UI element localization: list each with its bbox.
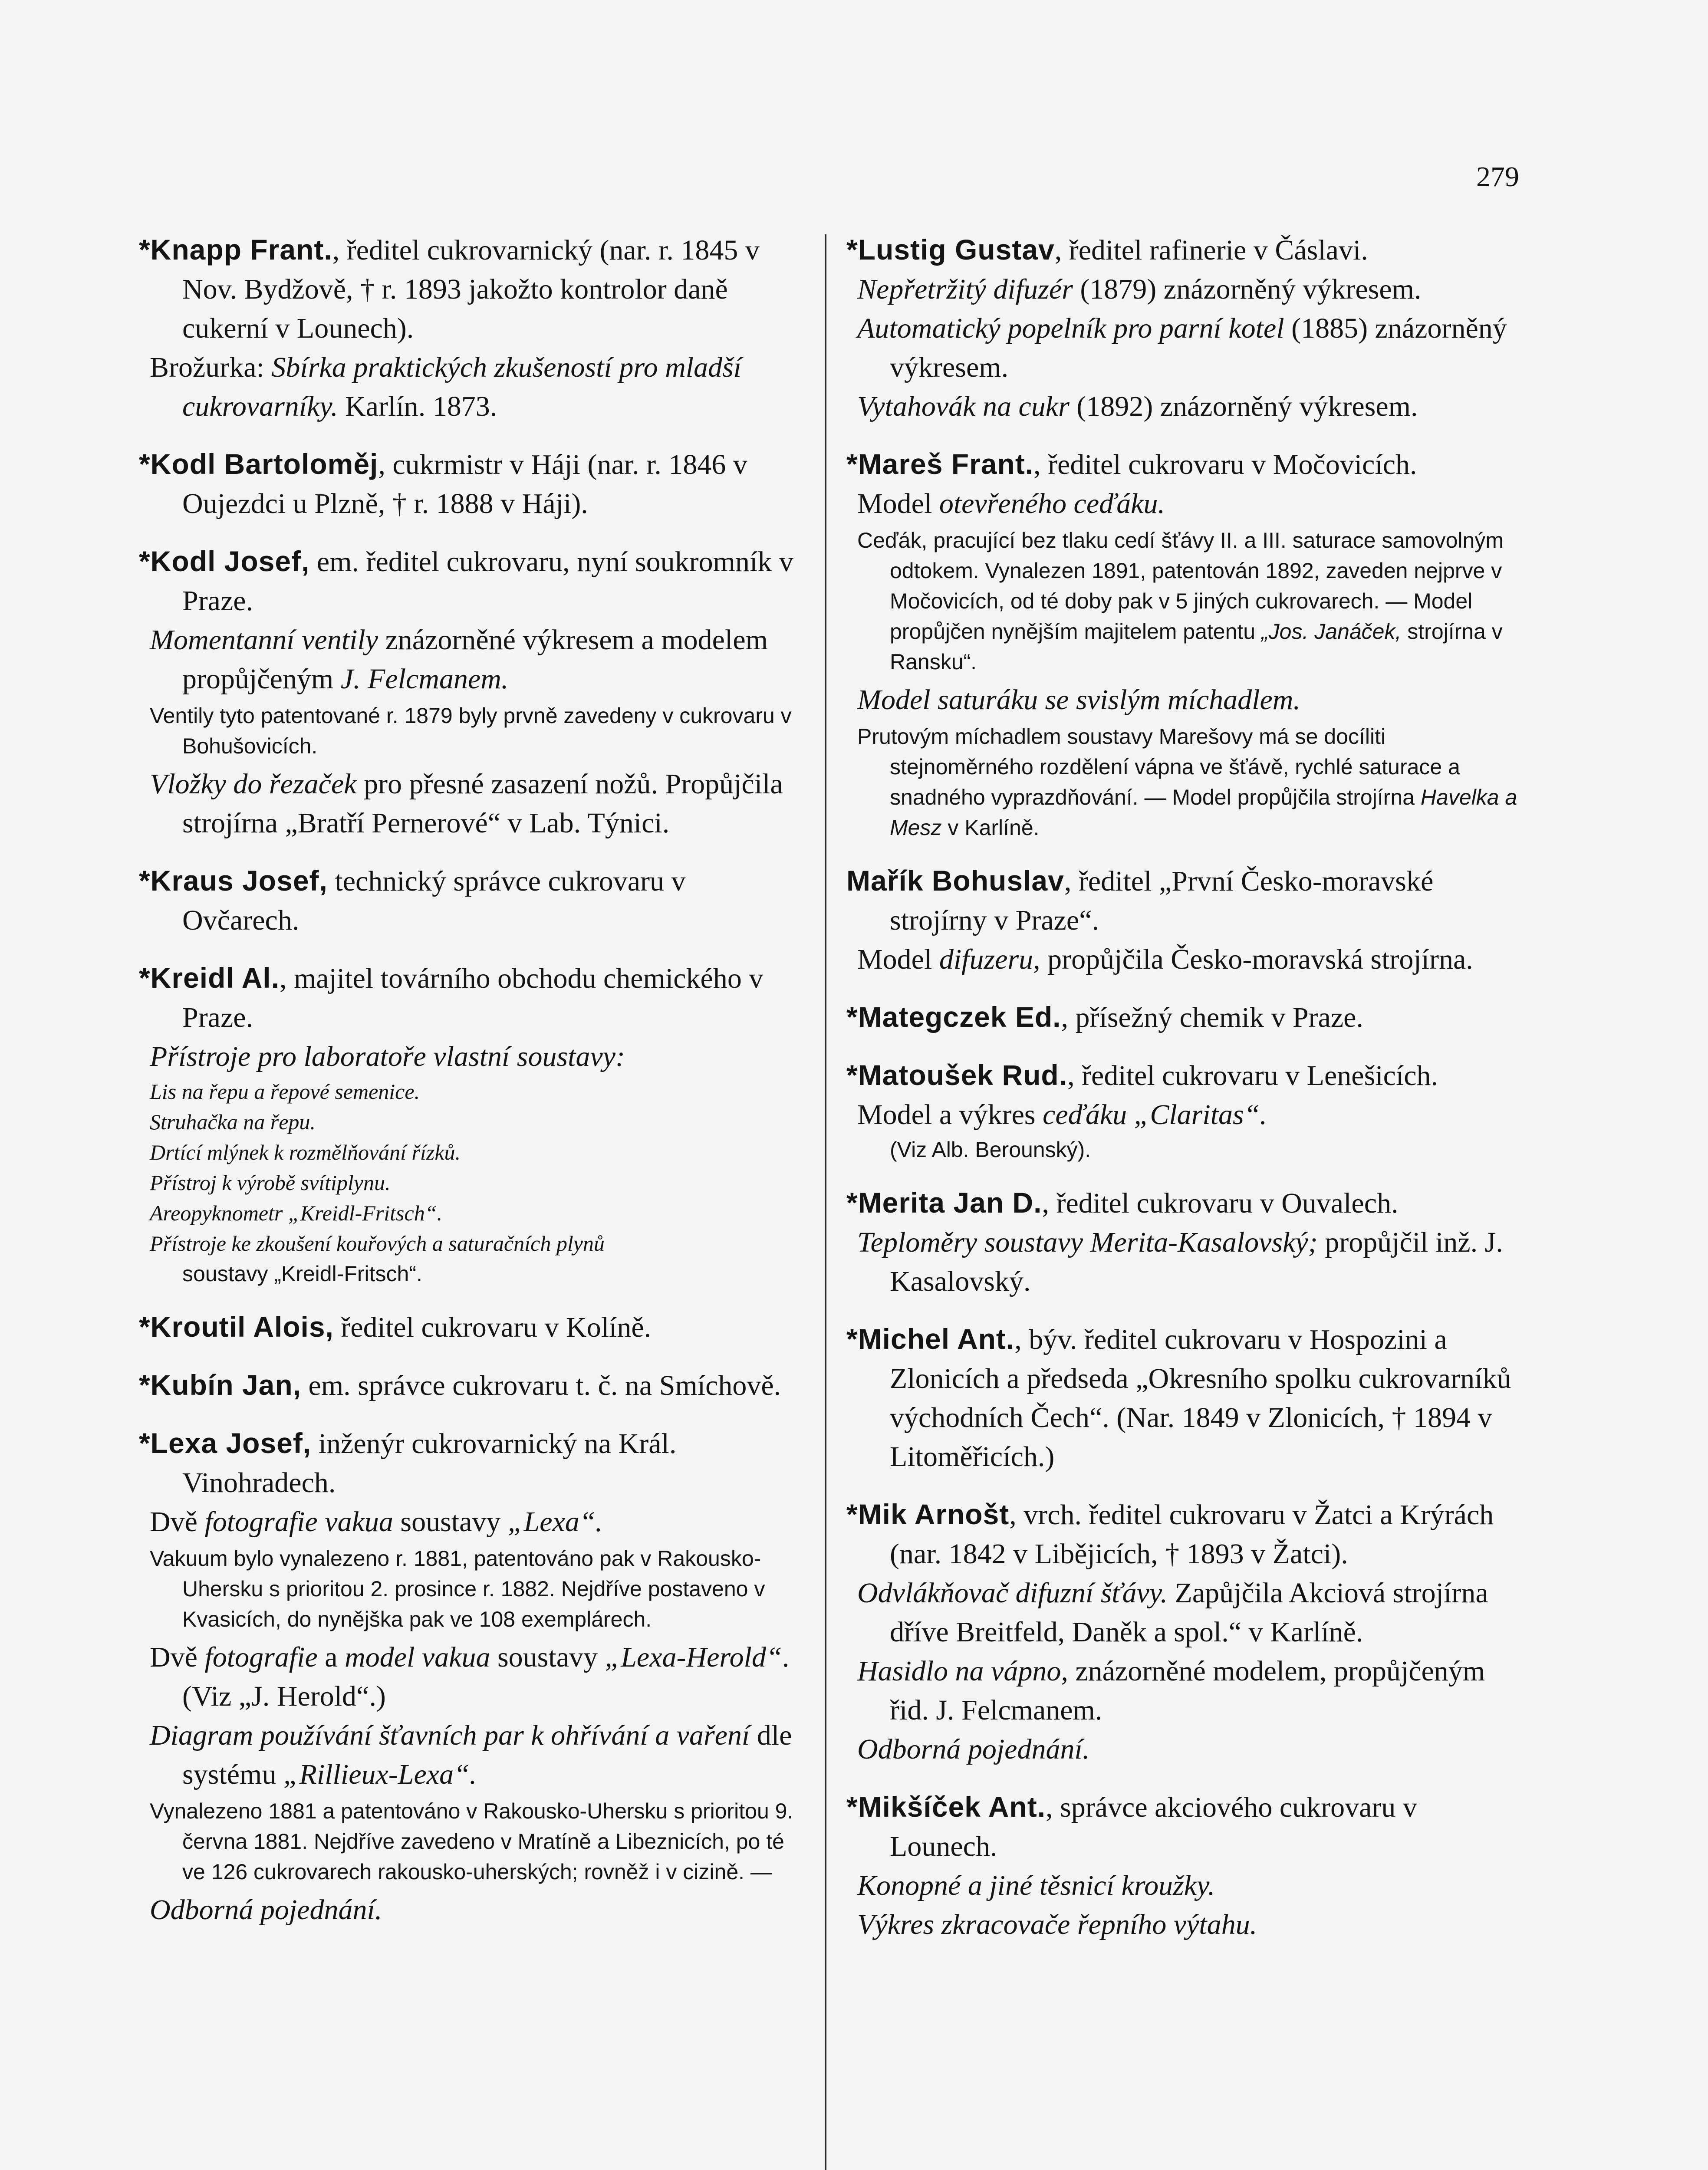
item-rest: propůjčila Česko-moravská strojírna. <box>1040 944 1473 975</box>
entry-head <box>139 1365 807 1405</box>
entry-name: *Kubín Jan, <box>139 1369 302 1401</box>
entry-name: *Matoušek Rud. <box>846 1059 1068 1091</box>
item-mid: dle systému <box>182 1720 792 1790</box>
item-title: otevřeného ceďáku. <box>939 488 1165 519</box>
item-title: Odvlákňovač difuzní šťávy. <box>857 1577 1168 1609</box>
entry-item <box>846 1652 1524 1730</box>
item-title: Momentanní ventily <box>150 624 378 656</box>
note-text: Ceďák, pracující bez tlaku cedí šťávy II. a III. saturace samovolným odtokem. Vynalezen 1891, patentován 1892, zaveden nejprve v Močovicích, od té doby pak v 5 jiných cukrovarech. — Model propůjčen nynějším majitelem patentu <box>857 528 1504 644</box>
entry-desc: , ředitel „První Česko-moravské strojírny v Praze“. <box>890 865 1434 936</box>
item-name: „Lexa“. <box>507 1506 603 1538</box>
entry-note <box>846 525 1524 677</box>
entry-item <box>846 940 1524 979</box>
entry-head <box>139 444 807 523</box>
entry-miksicek <box>846 1787 1524 1944</box>
item-title: model vakua <box>345 1641 490 1673</box>
item-title: Hasidlo na vápno, <box>857 1655 1068 1687</box>
sub-item: Drtící mlýnek k rozmělňování řízků. <box>150 1140 461 1164</box>
entry-item: Model saturáku se svislým míchadlem. <box>857 684 1300 716</box>
item-rest: pro přesné zasazení nožů. Propůjčila strojírna „Bratří Pernerové“ v Lab. Týnici. <box>182 768 783 839</box>
entry-kubin <box>139 1365 807 1405</box>
item-mid: soustavy <box>393 1506 508 1538</box>
entry-desc: , ředitel cukrovaru v Močovicích. <box>1033 449 1417 480</box>
sub-item: Areopyknometr „Kreidl-Fritsch“. <box>150 1201 442 1225</box>
page-number: 279 <box>1476 161 1519 193</box>
entry-lexa <box>139 1424 807 1930</box>
entry-note <box>846 721 1524 843</box>
entry-name: Mařík Bohuslav <box>846 865 1064 897</box>
entry-item <box>846 1223 1524 1301</box>
entry-item <box>846 387 1524 426</box>
entry-desc: ředitel cukrovaru v Kolíně. <box>333 1312 652 1343</box>
sub-item: Přístroje ke zkoušení kouřových a saturačních plynů <box>150 1231 605 1256</box>
item-title: Sbírka praktických zkušeností pro mladší cukrovarníky. <box>182 352 742 422</box>
entry-desc: , přísežný chemik v Praze. <box>1061 1002 1363 1033</box>
item-and: a <box>317 1641 345 1673</box>
entry-desc: em. správce cukrovaru t. č. na Smíchově. <box>301 1370 781 1401</box>
item-title: Vytahovák na cukr <box>857 391 1070 422</box>
item-name: „Rillieux-Lexa“. <box>283 1759 477 1790</box>
item-prefix: Dvě <box>150 1641 205 1673</box>
item-title: fotografie <box>204 1641 318 1673</box>
entry-name: *Mik Arnošt <box>846 1498 1010 1530</box>
sub-item: Přístroj k výrobě svítiplynu. <box>150 1170 391 1195</box>
entry-head <box>846 1787 1524 1866</box>
entry-item <box>139 1503 807 1542</box>
note-suffix: v Karlíně. <box>941 815 1040 840</box>
entry-knapp <box>139 230 807 426</box>
entry-kodl-bartolomej <box>139 444 807 523</box>
right-column <box>846 230 1524 1963</box>
entry-name: *Merita Jan D. <box>846 1187 1042 1219</box>
item-prefix: Model <box>857 944 939 975</box>
entry-item <box>139 621 807 699</box>
entry-note: Vynalezeno 1881 a patentováno v Rakousko-Uhersku s prioritou 9. června 1881. Nejdříve zavedeno v Mratíně a Libeznicích, po té ve 126 cukrovarech rakousko-uherských; rovněž i v cizině. — <box>150 1799 793 1884</box>
entry-desc: , správce akciového cukrovaru v Lounech. <box>890 1792 1417 1862</box>
entry-desc: , majitel továrního obchodu chemického v Praze. <box>182 963 763 1033</box>
item-title: Nepřetržitý difuzér <box>857 273 1073 305</box>
entry-head <box>139 230 807 348</box>
item-title: Teploměry soustavy Merita-Kasalovský; <box>857 1226 1318 1258</box>
entry-item <box>846 1095 1524 1134</box>
item-rest: (1892) znázorněný výkresem. <box>1069 391 1418 422</box>
entry-item <box>846 484 1524 523</box>
entry-name: *Lustig Gustav <box>846 233 1055 266</box>
sub-item: Struhačka na řepu. <box>150 1110 316 1134</box>
sub-item-cont: soustavy „Kreidl-Fritsch“. <box>182 1262 422 1286</box>
entry-item <box>846 270 1524 309</box>
entry-head <box>139 1424 807 1503</box>
item-suffix: . (Viz „J. Herold“.) <box>182 1641 790 1712</box>
entry-desc: inženýr cukrovarnický na Král. Vinohradech. <box>182 1428 677 1499</box>
entry-head <box>139 958 807 1037</box>
item-rest: znázorněné modelem, propůjčeným řid. J. Felcmanem. <box>890 1655 1485 1726</box>
entry-mategczek <box>846 997 1524 1037</box>
entry-head <box>846 1495 1524 1574</box>
entry-desc: , ředitel cukrovaru v Ouvalech. <box>1042 1187 1399 1219</box>
entry-lustig <box>846 230 1524 426</box>
note-suffix: strojírna v Ransku“. <box>890 619 1503 674</box>
entry-matousek <box>846 1055 1524 1165</box>
entry-head <box>139 861 807 940</box>
column-divider <box>825 234 826 2170</box>
entry-desc: technický správce cukrovaru v Ovčarech. <box>182 865 686 936</box>
entry-kroutil <box>139 1307 807 1347</box>
entry-item <box>139 765 807 843</box>
entry-head <box>846 1319 1524 1476</box>
item-title: fotografie vakua <box>204 1506 393 1538</box>
item-title: Diagram používání šťavních par k ohřívání a vaření <box>150 1720 750 1751</box>
entry-item: Odborná pojednání. <box>150 1894 382 1926</box>
entry-item <box>139 1716 807 1794</box>
entry-item: Výkres zkracovače řepního výtahu. <box>857 1909 1257 1940</box>
entry-desc: , ředitel cukrovaru v Lenešicích. <box>1067 1060 1438 1092</box>
item-prefix: Dvě <box>150 1506 205 1538</box>
entry-head <box>139 1307 807 1347</box>
item-rest: propůjčil inž. J. Kasalovský. <box>890 1226 1503 1297</box>
entry-desc: , ředitel rafinerie v Čáslavi. <box>1054 234 1368 266</box>
item-mid: znázorněné výkresem a modelem propůjčeným <box>182 624 768 695</box>
entry-mares <box>846 444 1524 843</box>
entry-item: Konopné a jiné těsnicí kroužky. <box>857 1870 1215 1901</box>
entry-head <box>846 1183 1524 1223</box>
note-text: Prutovým míchadlem soustavy Marešovy má se docíliti stejnoměrného rozdělení vápna ve šťávě, rychlé saturace a snadného vyprazdňování. — Model propůjčila strojírna <box>857 724 1460 809</box>
entry-kodl-josef <box>139 542 807 843</box>
entry-name: *Kreidl Al. <box>139 962 280 994</box>
entry-head <box>139 542 807 621</box>
item-prefix: Brožurka: <box>150 352 272 383</box>
entry-desc: , ředitel cukrovarnický (nar. r. 1845 v Nov. Bydžově, † r. 1893 jakožto kontrolor daně cukerní v Lounech). <box>182 234 760 344</box>
entry-desc: , vrch. ředitel cukrovaru v Žatci a Krýrách (nar. 1842 v Libějicích, † 1893 v Žatci). <box>890 1499 1494 1570</box>
entry-head <box>846 861 1524 940</box>
entry-item <box>846 1574 1524 1652</box>
entry-name: *Mikšíček Ant. <box>846 1791 1046 1823</box>
entry-note: (Viz Alb. Berounský). <box>890 1138 1091 1162</box>
note-name: Havelka a Mesz <box>890 785 1517 840</box>
entry-item: Odborná pojednání. <box>857 1733 1090 1765</box>
item-rest: Zapůjčila Akciová strojírna dříve Breitfeld, Daněk a spol.“ v Karlíně. <box>890 1577 1488 1648</box>
entry-name: *Lexa Josef, <box>139 1427 312 1459</box>
entry-item <box>139 1638 807 1716</box>
entry-mik <box>846 1495 1524 1769</box>
entry-item <box>139 348 807 426</box>
item-suffix: Karlín. 1873. <box>338 391 497 422</box>
entry-head <box>846 444 1524 484</box>
entry-desc: , cukrmistr v Háji (nar. r. 1846 v Oujezdci u Plzně, † r. 1888 v Háji). <box>182 449 747 519</box>
entry-merita <box>846 1183 1524 1301</box>
item-person: J. Felcmanem. <box>340 663 509 695</box>
entry-name: *Kodl Josef, <box>139 545 310 577</box>
entry-kreidl <box>139 958 807 1289</box>
entry-head <box>846 230 1524 270</box>
entry-item <box>846 309 1524 387</box>
left-column <box>139 230 807 1948</box>
entry-item-heading: Přístroje pro laboratoře vlastní soustavy: <box>150 1041 625 1072</box>
item-title: difuzeru, <box>939 944 1040 975</box>
item-rest: (1879) znázorněný výkresem. <box>1073 273 1422 305</box>
entry-note: Ventily tyto patentované r. 1879 byly prvně zavedeny v cukrovaru v Bohušovicích. <box>150 704 792 758</box>
entry-name: *Mareš Frant. <box>846 448 1034 480</box>
item-name: „Lexa-Herold“ <box>605 1641 782 1673</box>
entry-note: Vakuum bylo vynalezeno r. 1881, patentováno pak v Rakousko-Uhersku s prioritou 2. prosince r. 1882. Nejdříve postaveno v Kvasicích, do nynějška pak ve 108 exemplárech. <box>150 1546 765 1631</box>
item-rest: (1885) znázorněný výkresem. <box>890 312 1507 383</box>
item-mid: soustavy <box>490 1641 605 1673</box>
note-name: „Jos. Janáček, <box>1261 619 1402 644</box>
entry-kraus <box>139 861 807 940</box>
entry-desc: , býv. ředitel cukrovaru v Hospozini a Zlonicích a předseda „Okresního spolku cukrovarníků východních Čech“. (Nar. 1849 v Zlonicích, † 1894 v Litoměřicích.) <box>890 1324 1511 1473</box>
item-prefix: Model <box>857 488 939 519</box>
sub-item: Lis na řepu a řepové semenice. <box>150 1079 420 1104</box>
entry-marik <box>846 861 1524 979</box>
entry-name: *Kodl Bartoloměj <box>139 448 378 480</box>
entry-name: *Kraus Josef, <box>139 865 328 897</box>
entry-name: *Mategczek Ed. <box>846 1001 1061 1033</box>
item-title: Vložky do řezaček <box>150 768 357 800</box>
entry-name: *Kroutil Alois, <box>139 1311 334 1343</box>
entry-head <box>846 1055 1524 1095</box>
item-title: ceďáku „Claritas“. <box>1043 1099 1267 1131</box>
entry-name: *Knapp Frant. <box>139 233 332 266</box>
entry-head <box>846 997 1524 1037</box>
item-title: Automatický popelník pro parní kotel <box>857 312 1284 344</box>
entry-michel <box>846 1319 1524 1476</box>
entry-desc: em. ředitel cukrovaru, nyní soukromník v Praze. <box>182 546 793 617</box>
item-prefix: Model a výkres <box>857 1099 1043 1131</box>
entry-name: *Michel Ant. <box>846 1323 1015 1355</box>
